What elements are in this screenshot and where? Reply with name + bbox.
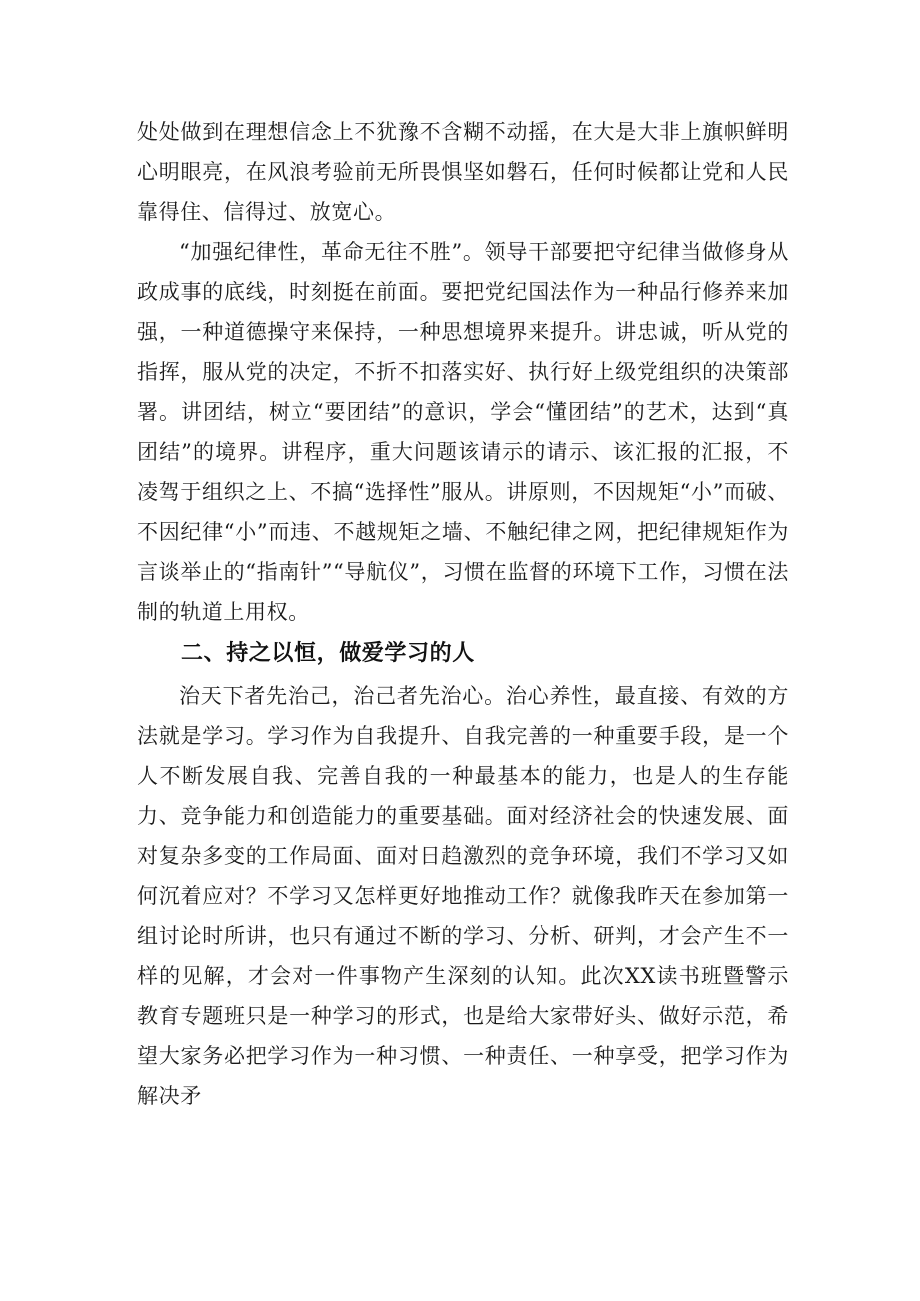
paragraph-continuation: 处处做到在理想信念上不犹豫不含糊不动摇，在大是大非上旗帜鲜明心明眼亮，在风浪考验前无所畏惧坚如磐石，任何时候都让党和人民靠得住、信得过、放宽心。 xyxy=(137,120,789,224)
paragraph-learning: 治天下者先治己，治己者先治心。治心养性，最直接、有效的方法就是学习。学习作为自我提升、自我完善的一种重要手段，是一个人不断发展自我、完善自我的一种最基本的能力，也是人的生存能力、竞争能力和创造能力的重要基础。面对经济社会的快速发展、面对复杂多变的工作局面、面对日趋激烈的竞争环境，我们不学习又如何沉着应对？不学习又怎样更好地推动工作？就像我昨天在参加第一组讨论时所讲，也只有通过不断的学习、分析、研判，才会产生不一样的见解，才会对一件事物产生深刻的认知。此次XX读书班暨警示教育专题班只是一种学习的形式，也是给大家带好头、做好示范，希望大家务必把学习作为一种习惯、一种责任、一种享受，把学习作为解决矛 xyxy=(137,684,789,1108)
section-heading: 二、持之以恒，做爱学习的人 xyxy=(181,641,475,666)
document-body xyxy=(137,112,789,1116)
paragraph-discipline: “加强纪律性，革命无往不胜”。领导干部要把守纪律当做修身从政成事的底线，时刻挺在前面。要把党纪国法作为一种品行修养来加强，一种道德操守来保持，一种思想境界来提升。讲忠诚，听从党的指挥，服从党的决定，不折不扣落实好、执行好上级党组织的决策部署。讲团结，树立“要团结”的意识，学会“懂团结”的艺术，达到“真团结”的境界。讲程序，重大问题该请示的请示、该汇报的汇报，不凌驾于组织之上、不搞“选择性”服从。讲原则，不因规矩“小”而破、不因纪律“小”而违、不越规矩之墙、不触纪律之网，把纪律规矩作为言谈举止的“指南针”“导航仪”，习惯在监督的环境下工作，习惯在法制的轨道上用权。 xyxy=(137,240,789,624)
